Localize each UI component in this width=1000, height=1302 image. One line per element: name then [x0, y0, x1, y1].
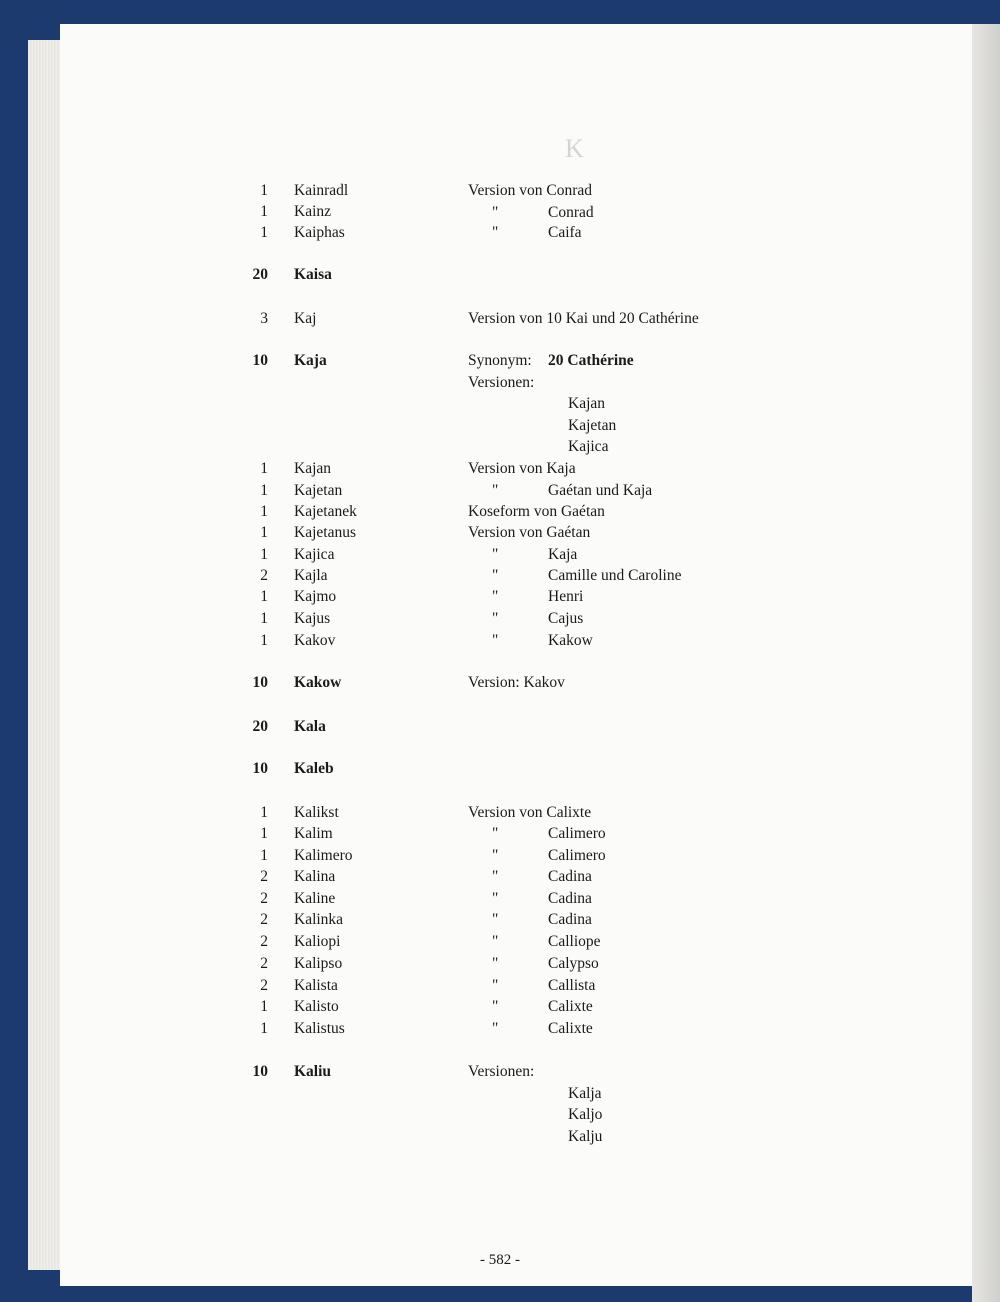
entry-description: Calliope	[548, 933, 601, 950]
entry-name: Kalikst	[294, 804, 339, 821]
entry-name: Kalisto	[294, 998, 339, 1015]
entry-frequency: 1	[260, 632, 268, 649]
entry-description: Version von Calixte	[468, 804, 592, 821]
entry-frequency: 1	[260, 998, 268, 1015]
page-sheet	[60, 24, 975, 1286]
entry-frequency: 2	[260, 911, 268, 928]
entry-description: "	[492, 610, 499, 627]
entry-description: "	[492, 546, 499, 563]
entry-description: Version von 10 Kai und 20 Cathérine	[468, 310, 699, 327]
entry-description: Kajan	[568, 395, 606, 413]
entry-description: "	[492, 588, 499, 605]
entry-frequency: 20	[252, 718, 268, 735]
entry-name: Kajica	[294, 546, 335, 563]
entry-frequency: 10	[252, 674, 268, 691]
entry-description: Kalja	[568, 1084, 602, 1102]
entry-description: Kalju	[568, 1127, 603, 1145]
entry-name: Kajetanek	[294, 503, 357, 520]
entry-description: "	[492, 998, 499, 1015]
entry-description: "	[492, 825, 499, 842]
entry-name: Kaj	[294, 310, 317, 327]
entry-frequency: 2	[260, 977, 268, 994]
entry-name: Kaisa	[294, 266, 332, 283]
entry-description: "	[492, 955, 499, 972]
entry-description: Calixte	[548, 1020, 593, 1037]
entry-name: Kalimero	[294, 847, 353, 864]
entry-description: Calixte	[548, 998, 593, 1015]
entry-name: Kaja	[294, 352, 327, 369]
page-number: - 582 -	[480, 1252, 520, 1268]
entry-description: Kakow	[548, 632, 593, 649]
entry-name: Kalista	[294, 977, 338, 994]
entry-frequency: 1	[260, 610, 268, 627]
entry-description: Calimero	[548, 825, 606, 842]
entry-name: Kainradl	[294, 182, 349, 199]
entry-frequency: 1	[260, 804, 268, 821]
ghost-letter: K	[565, 134, 584, 163]
entry-description: Kaljo	[568, 1106, 603, 1124]
entry-description: Camille und Caroline	[548, 567, 682, 584]
entry-frequency: 1	[260, 588, 268, 605]
entry-description: Version von Kaja	[468, 460, 576, 477]
entry-frequency: 10	[252, 352, 268, 369]
entry-description: "	[492, 567, 499, 584]
entry-frequency: 20	[252, 266, 268, 283]
entry-description: "	[492, 203, 499, 221]
entry-frequency: 2	[260, 955, 268, 972]
entry-frequency: 1	[260, 847, 268, 864]
entry-frequency: 10	[252, 1063, 268, 1080]
entry-description: Calimero	[548, 847, 606, 864]
entry-description: 20 Cathérine	[548, 352, 634, 369]
entry-name: Kaliu	[294, 1063, 332, 1080]
entry-description: "	[492, 632, 499, 649]
entry-description: Cadina	[548, 868, 592, 885]
entry-description: Caifa	[548, 224, 582, 241]
entry-name: Kalina	[294, 868, 336, 885]
entry-description: "	[492, 890, 499, 907]
entry-description: "	[492, 933, 499, 950]
entry-description: Callista	[548, 977, 596, 994]
entry-description: Cadina	[548, 911, 592, 928]
entry-name: Kaliopi	[294, 933, 341, 950]
book-right-edge	[972, 24, 1000, 1302]
entry-name: Kajla	[294, 567, 328, 584]
entry-name: Kaleb	[294, 760, 334, 777]
entry-name: Kalim	[294, 825, 333, 842]
entry-description: Versionen:	[468, 1063, 535, 1080]
entry-description: "	[492, 847, 499, 864]
entry-name: Kajetan	[294, 482, 343, 499]
entry-description: Gaétan und Kaja	[548, 481, 653, 499]
entry-frequency: 1	[260, 182, 268, 199]
entry-name: Kala	[294, 718, 326, 735]
entry-frequency: 1	[260, 825, 268, 842]
entry-frequency: 2	[260, 868, 268, 885]
entry-description: "	[492, 481, 499, 499]
entry-frequency: 3	[260, 310, 268, 327]
entry-name: Kajmo	[294, 588, 337, 605]
entry-name: Kajus	[294, 610, 331, 627]
entry-description: Version: Kakov	[468, 674, 565, 691]
entry-description: Versionen:	[468, 373, 535, 391]
entry-description: Calypso	[548, 955, 599, 972]
entry-name: Kainz	[294, 203, 332, 220]
entry-frequency: 1	[260, 546, 268, 563]
entry-frequency: 2	[260, 567, 268, 584]
entry-frequency: 1	[260, 503, 268, 520]
entry-description: "	[492, 224, 499, 241]
entry-description: Conrad	[548, 203, 594, 221]
entry-frequency: 1	[260, 460, 268, 477]
entry-description: "	[492, 911, 499, 928]
entry-frequency: 1	[260, 203, 268, 220]
entry-description: "	[492, 868, 499, 885]
entry-name: Kaline	[294, 890, 336, 907]
entry-name: Kajan	[294, 460, 332, 477]
entry-description: Version von Gaétan	[468, 524, 591, 541]
entry-name: Kalistus	[294, 1020, 345, 1037]
entry-frequency: 2	[260, 890, 268, 907]
entry-name: Kaiphas	[294, 224, 345, 241]
entry-name: Kakov	[294, 632, 336, 649]
entry-description: Kajetan	[568, 416, 617, 434]
entry-frequency: 10	[252, 760, 268, 777]
entry-name: Kalipso	[294, 955, 343, 972]
entry-name: Kakow	[294, 674, 342, 691]
entry-description: Cadina	[548, 890, 592, 907]
entry-description: "	[492, 977, 499, 994]
entry-name: Kajetanus	[294, 524, 356, 541]
entry-name: Kalinka	[294, 911, 344, 928]
entry-description: Synonym:	[468, 352, 532, 369]
entry-description: Kajica	[568, 438, 609, 456]
entry-description: Version von Conrad	[468, 182, 592, 199]
entry-description: Henri	[548, 588, 584, 605]
entry-frequency: 1	[260, 1020, 268, 1037]
entry-frequency: 2	[260, 933, 268, 950]
entry-frequency: 1	[260, 224, 268, 241]
entry-frequency: 1	[260, 524, 268, 541]
entry-description: "	[492, 1020, 499, 1037]
entry-description: Kaja	[548, 546, 578, 563]
entry-description: Koseform von Gaétan	[468, 503, 605, 520]
entry-description: Cajus	[548, 610, 584, 627]
entry-frequency: 1	[260, 482, 268, 499]
